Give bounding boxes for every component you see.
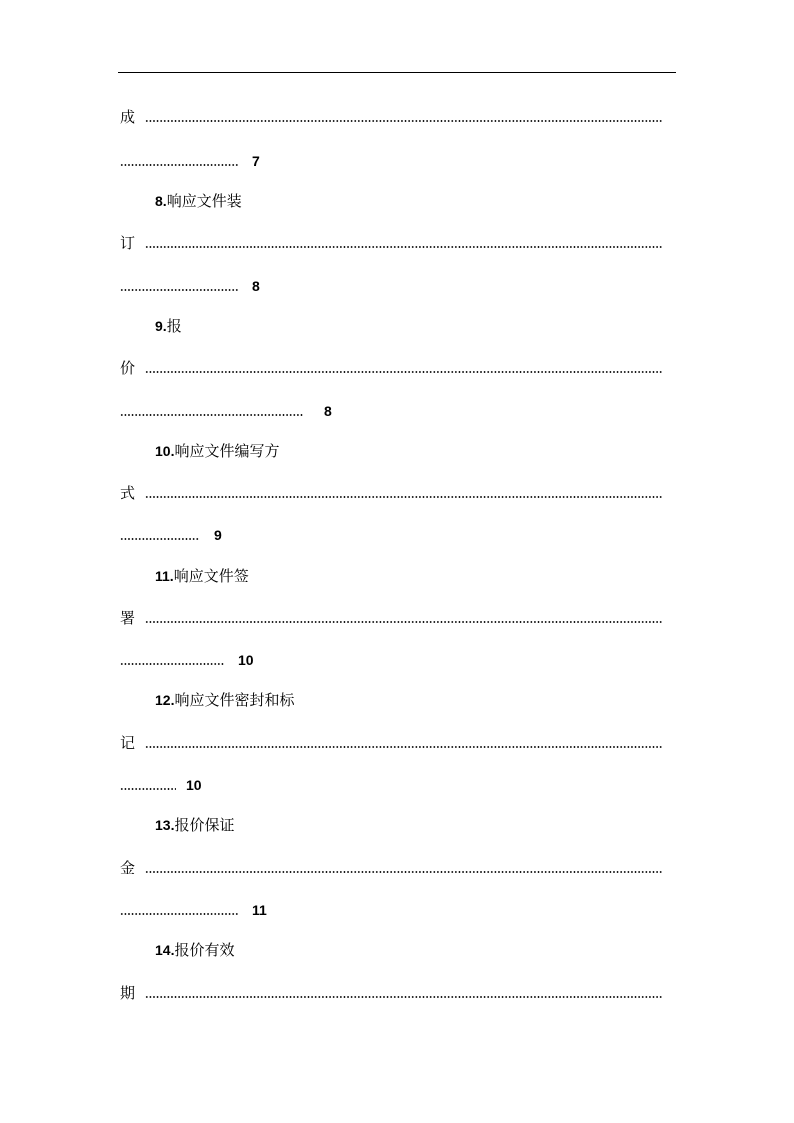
toc-entry-number: 12. bbox=[155, 692, 175, 708]
toc-entry-number: 8. bbox=[155, 193, 167, 209]
toc-entry-number: 13. bbox=[155, 817, 175, 833]
toc-page-number: 8 bbox=[252, 278, 260, 294]
toc-entry-page-line bbox=[120, 649, 662, 669]
toc-entry-number: 9. bbox=[155, 318, 167, 334]
toc-entry-page-line bbox=[120, 774, 662, 794]
toc-entry-title[interactable] bbox=[155, 440, 655, 460]
toc-entry-char-line bbox=[120, 607, 662, 627]
toc-entry-page-line bbox=[120, 524, 662, 544]
dot-leader bbox=[120, 662, 224, 666]
dot-leader bbox=[145, 870, 662, 874]
toc-entry-text: 报价保证 bbox=[174, 816, 235, 834]
toc-char: 订 bbox=[120, 234, 136, 252]
toc-entry-text: 响应文件装 bbox=[166, 192, 242, 210]
toc-page-number: 10 bbox=[186, 777, 202, 793]
toc-entry-char-line bbox=[120, 732, 662, 752]
toc-entry-text: 响应文件签 bbox=[173, 567, 249, 585]
toc-char: 成 bbox=[120, 108, 136, 126]
dot-leader bbox=[145, 995, 662, 999]
toc-entry-title[interactable] bbox=[155, 689, 655, 709]
dot-leader bbox=[120, 912, 238, 916]
toc-entry-text: 响应文件密封和标 bbox=[174, 691, 295, 709]
toc-entry-char-line bbox=[120, 857, 662, 877]
dot-leader bbox=[145, 745, 662, 749]
toc-entry-char-line bbox=[120, 357, 662, 377]
toc-page-number: 7 bbox=[252, 153, 260, 169]
toc-entry-char-line bbox=[120, 232, 662, 252]
toc-entry-title[interactable] bbox=[155, 315, 655, 335]
dot-leader bbox=[120, 537, 200, 541]
dot-leader bbox=[120, 413, 304, 417]
toc-char: 记 bbox=[120, 734, 136, 752]
toc-entry-number: 10. bbox=[155, 443, 175, 459]
toc-char: 署 bbox=[120, 609, 136, 627]
toc-entry-char-line bbox=[120, 482, 662, 502]
toc-entry-page-line bbox=[120, 150, 662, 170]
toc-char: 式 bbox=[120, 484, 136, 502]
toc-entry-text: 响应文件编写方 bbox=[174, 442, 280, 460]
toc-page-number: 8 bbox=[324, 403, 332, 419]
dot-leader bbox=[120, 787, 176, 791]
toc-char: 期 bbox=[120, 984, 136, 1002]
dot-leader bbox=[145, 370, 662, 374]
header-rule bbox=[118, 72, 676, 73]
dot-leader bbox=[145, 119, 662, 123]
toc-entry-text: 报 bbox=[166, 317, 182, 335]
toc-entry-number: 11. bbox=[155, 568, 174, 584]
toc-entry-page-line bbox=[120, 400, 662, 420]
toc-entry-title[interactable] bbox=[155, 814, 655, 834]
toc-entry-number: 14. bbox=[155, 942, 175, 958]
dot-leader bbox=[120, 288, 238, 292]
toc-entry-char-line bbox=[120, 982, 662, 1002]
toc-entry-title[interactable] bbox=[155, 939, 655, 959]
toc-entry-title[interactable] bbox=[155, 565, 655, 585]
toc-char: 价 bbox=[120, 359, 136, 377]
toc-entry-char-line bbox=[120, 106, 662, 126]
dot-leader bbox=[120, 163, 238, 167]
dot-leader bbox=[145, 495, 662, 499]
toc-entry-title[interactable] bbox=[155, 190, 655, 210]
toc-char: 金 bbox=[120, 859, 136, 877]
toc-page-number: 10 bbox=[238, 652, 254, 668]
toc-entry-page-line bbox=[120, 275, 662, 295]
toc-entry-text: 报价有效 bbox=[174, 941, 235, 959]
toc-page-number: 11 bbox=[252, 902, 267, 918]
toc-page-number: 9 bbox=[214, 527, 222, 543]
dot-leader bbox=[145, 620, 662, 624]
dot-leader bbox=[145, 245, 662, 249]
toc-entry-page-line bbox=[120, 899, 662, 919]
